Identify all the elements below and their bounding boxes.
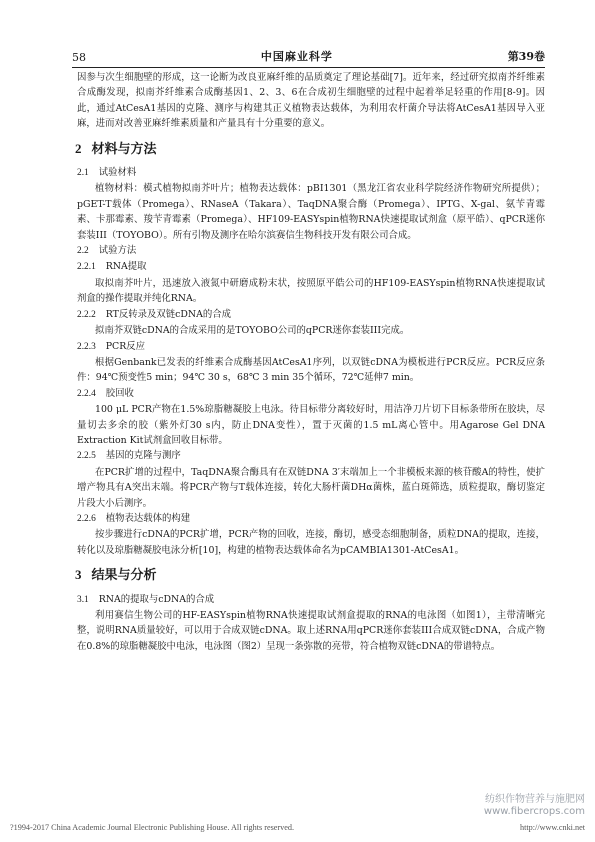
subsection-2-2-heading [77, 243, 545, 259]
subsection-number: 3.1 [77, 594, 89, 605]
gel-recovery-paragraph: 100 μL PCR产物在1.5%琼脂糖凝胶上电泳。待目标带分离较好时，用洁净刀片切下目标条带所在胶块，尽量切去多余的胶（紫外灯30 s内，防止DNA变性），置于灭菌的1.5 mL离心管中。用Agarose Gel DNA Extraction Kit试剂盒回收目标带。 [77, 404, 545, 446]
intro-paragraph: 因参与次生细胞壁的形成，这一论断为改良亚麻纤维的品质奠定了理论基础[7]。近年来，经过研究拟南芥纤维素合成酶发现，拟南芥纤维素合成酶基因1、2、3、6在合成初生细胞壁的过程中起着举足轻重的作用[8-9]。因此，通过AtCesA1基因的克隆、测序与构建其正义植物表达载体，为利用农杆菌介导法将AtCesA1基因导入亚麻，进而对改善亚麻纤维素质量和产量具有十分重要的意义。 [77, 72, 545, 130]
subsection-title: PCR反应 [105, 340, 146, 352]
section-2-heading [75, 141, 545, 157]
subsection-2-2-5-heading [77, 448, 545, 464]
subsection-title: RNA提取 [105, 261, 147, 273]
rna-extraction-paragraph: 取拟南芥叶片，迅速放入液氮中研磨成粉末状，按照原平皓公司的HF109-EASYspin植物RNA快速提取试剂盒的操作提取并纯化RNA。 [77, 277, 545, 305]
section-3-heading [75, 567, 545, 583]
pcr-paragraph: 根据Genbank已发表的纤维素合成酶基因AtCesA1序列，以双链cDNA为模板进行PCR反应。PCR反应条件：94℃预变性5 min；94℃ 30 s，68℃ 3 min 35个循环，72℃延伸7 min。 [77, 356, 545, 384]
section-number: 2 [75, 140, 82, 156]
subsection-title: RNA的提取与cDNA的合成 [98, 593, 215, 605]
watermark-cn: 纺织作物营养与施肥网 [485, 794, 585, 805]
section-title: 材料与方法 [91, 141, 157, 157]
subsection-2-2-3-heading [77, 339, 545, 355]
section-number: 3 [75, 567, 82, 583]
cloning-paragraph: 在PCR扩增的过程中，TaqDNA聚合酶具有在双链DNA 3′末端加上一个非模板来源的核苷酸A的特性，使扩增产物具有A突出末端。将PCR产物与T载体连接，转化大肠杆菌DHα菌株，蓝白斑筛选，质粒提取，酶切鉴定片段大小后测序。 [77, 466, 545, 509]
subsection-2-2-2-heading [77, 307, 545, 323]
copyright-text: ?1994-2017 China Academic Journal Electronic Publishing House. All rights reserved. [10, 823, 295, 832]
subsection-2-2-4-heading [77, 386, 545, 402]
subsection-number: 2.2.3 [77, 341, 96, 352]
watermark-en: www.fibercrops.com [483, 806, 585, 817]
subsection-title: 基因的克隆与测序 [105, 450, 181, 462]
footer-url[interactable]: http://www.cnki.net [520, 823, 585, 832]
subsection-number: 2.2.2 [77, 309, 96, 320]
subsection-number: 2.2.6 [77, 513, 96, 524]
subsection-number: 2.2.5 [77, 451, 96, 462]
subsection-2-2-1-heading [77, 259, 545, 275]
subsection-title: 胶回收 [105, 387, 134, 399]
cdna-paragraph: 拟南芥双链cDNA的合成采用的是TOYOBO公司的qPCR迷你套装III完成。 [95, 325, 410, 337]
results-paragraph: 利用赛信生物公司的HF-EASYspin植物RNA快速提取试剂盒提取的RNA的电泳图（如图1），主带清晰完整，说明RNA质量较好，可以用于合成双链cDNA。取上述RNA用qPCR迷你套装III合成双链cDNA，合成产物在0.8%的琼脂糖凝胶中电泳，电泳图（图2）呈现一条弥散的亮带，符合植物双链cDNA的带谱特点。 [77, 610, 545, 652]
subsection-title: RT反转录及双链cDNA的合成 [105, 308, 232, 320]
materials-paragraph: 植物材料：模式植物拟南芥叶片；植物表达载体：pBI1301（黑龙江省农业科学院经济作物研究所提供）；pGET-T载体（Promega）、RNaseA（Takara）、TaqDNA聚合酶（Promega）、IPTG、X-gal、氨苄青霉素、卡那霉素、羧苄青霉素（Promega）、HF109-EASYspin植物RNA快速提取试剂盒（原平皓）、qPCR迷你套装III（TOYOBO）。所有引物及测序在哈尔滨赛信生物科技开发有限公司合成。 [77, 183, 545, 241]
running-header [72, 44, 545, 68]
page-footer [10, 823, 585, 832]
subsection-number: 2.2 [77, 246, 89, 257]
article-body [77, 70, 545, 654]
subsection-title: 试验方法 [98, 245, 137, 257]
volume-label: 第39卷 [507, 50, 545, 63]
journal-title: 中国麻业科学 [260, 50, 333, 63]
subsection-title: 试验材料 [98, 167, 137, 179]
subsection-2-1-heading [77, 165, 545, 181]
section-title: 结果与分析 [91, 568, 157, 584]
subsection-number: 2.1 [77, 168, 89, 179]
subsection-3-1-heading [77, 592, 545, 608]
subsection-number: 2.2.1 [77, 262, 96, 273]
subsection-number: 2.2.4 [77, 388, 96, 399]
watermark [484, 794, 585, 818]
page-number: 58 [72, 51, 86, 64]
subsection-2-2-6-heading [77, 511, 545, 527]
subsection-title: 植物表达载体的构建 [105, 512, 191, 524]
vector-construction-paragraph: 按步骤进行cDNA的PCR扩增，PCR产物的回收，连接，酶切，感受态细胞制备，质粒DNA的提取，连接，转化以及琼脂糖凝胶电泳分析[10]，构建的植物表达载体命名为pCAMBIA1301-AtCesA1。 [77, 529, 545, 556]
